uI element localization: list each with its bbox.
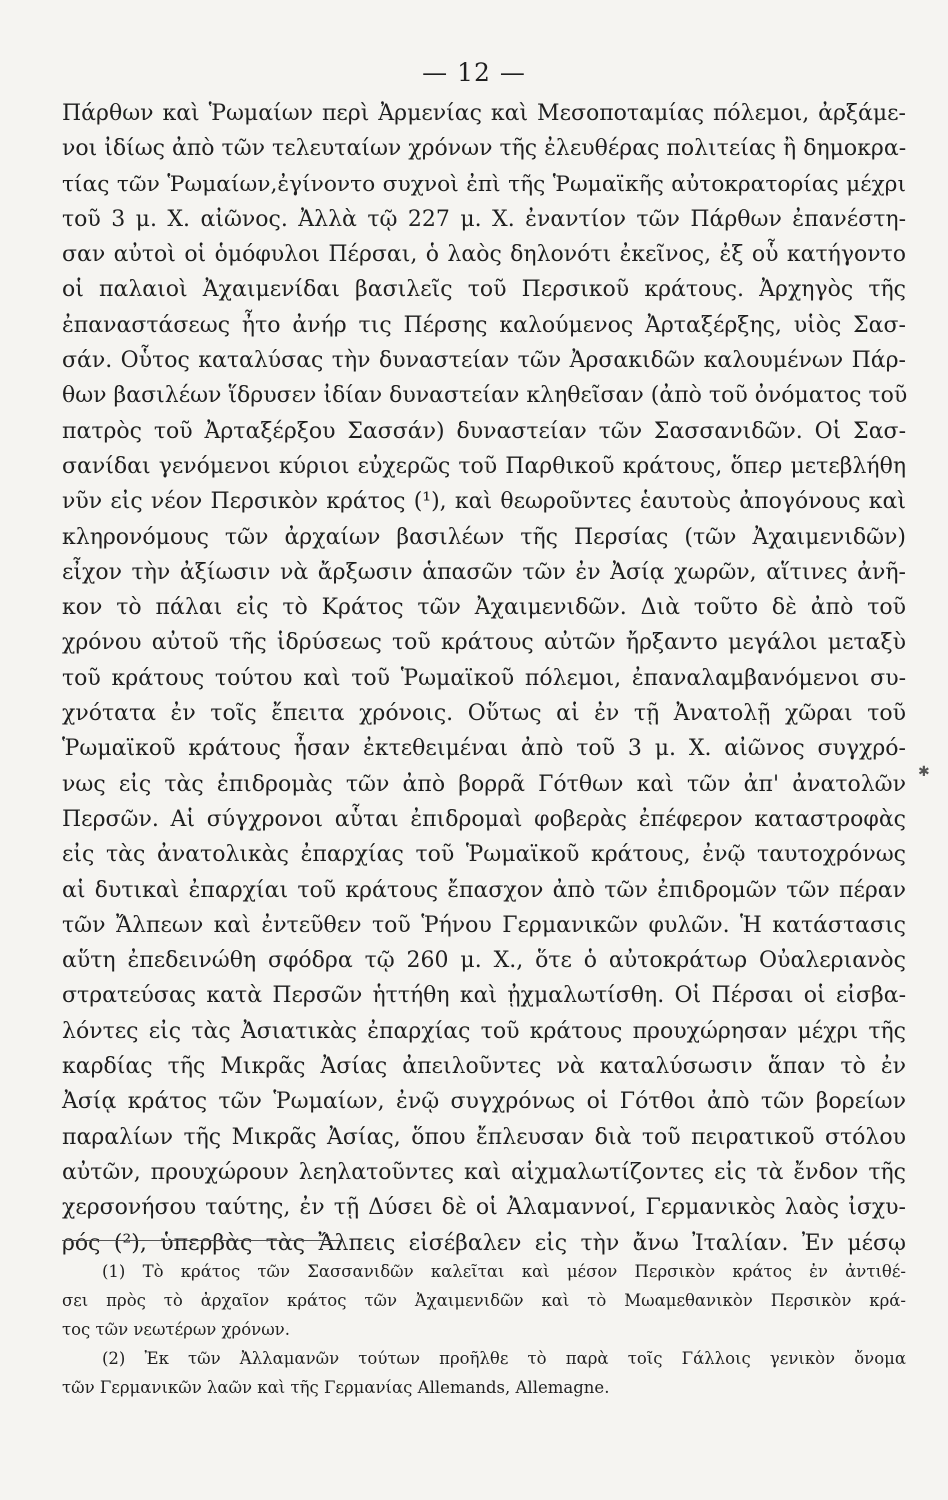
text-line: νῦν εἰς νέον Περσικὸν κράτος (¹), καὶ θεωροῦντες ἑαυτοὺς ἀπογόνους καὶ: [62, 489, 906, 515]
text-line: αὕτη ἐπεδεινώθη σφόδρα τῷ 260 μ. Χ., ὅτε ὁ αὐτοκράτωρ Οὐαλεριανὸς: [62, 948, 906, 974]
text-line: εἶχον τὴν ἀξίωσιν νὰ ἄρξωσιν ἁπασῶν τῶν ἐν Ἀσίᾳ χωρῶν, αἵτινες ἀνῆ-: [62, 559, 906, 585]
footnote-line: (2) Ἐκ τῶν Ἀλλαμανῶν τούτων προῆλθε τὸ παρὰ τοῖς Γάλλοις γενικὸν ὄνομα: [102, 1349, 906, 1368]
main-text: [62, 96, 906, 1261]
footnote-line: σει πρὸς τὸ ἀρχαῖον κράτος τῶν Ἀχαιμενιδῶν καὶ τὸ Μωαμεθανικὸν Περσικὸν κρά-: [62, 1291, 906, 1310]
footnote-line: τῶν Γερμανικῶν λαῶν καὶ τῆς Γερμανίας Allemands, Allemagne.: [62, 1378, 610, 1397]
footnote-line: (1) Τὸ κράτος τῶν Σασσανιδῶν καλεῖται καὶ μέσον Περσικὸν κράτος ἐν ἀντιθέ-: [102, 1262, 906, 1281]
text-line: ρός (²), ὑπερβὰς τὰς Ἄλπεις εἰσέβαλεν εἰς τὴν ἄνω Ἰταλίαν. Ἐν μέσῳ: [62, 1230, 906, 1256]
text-line: τοῦ κράτους τούτου καὶ τοῦ Ῥωμαϊκοῦ πόλεμοι, ἐπαναλαμβανόμενοι συ-: [62, 665, 906, 691]
text-line: ἐπαναστάσεως ἦτο ἀνήρ τις Πέρσης καλούμενος Ἀρταξέρξης, υἱὸς Σασ-: [62, 312, 906, 338]
text-line: στρατεύσας κατὰ Περσῶν ἡττήθη καὶ ᾐχμαλωτίσθη. Οἱ Πέρσαι οἱ εἰσβα-: [62, 983, 906, 1009]
text-line: τίας τῶν Ῥωμαίων,ἐγίνοντο συχνοὶ ἐπὶ τῆς Ῥωμαϊκῆς αὐτοκρατορίας μέχρι: [62, 171, 906, 197]
text-line: τῶν Ἄλπεων καὶ ἐντεῦθεν τοῦ Ῥήνου Γερμανικῶν φυλῶν. Ἡ κατάστασις: [62, 912, 906, 938]
text-line: πατρὸς τοῦ Ἀρταξέρξου Σασσάν) δυναστείαν τῶν Σασσανιδῶν. Οἱ Σασ-: [62, 418, 906, 444]
text-line: αὐτῶν, προυχώρουν λεηλατοῦντες καὶ αἰχμαλωτίζοντες εἰς τὰ ἔνδον τῆς: [62, 1159, 906, 1185]
text-line: χερσονήσου ταύτης, ἐν τῇ Δύσει δὲ οἱ Ἀλαμαννοί, Γερμανικὸς λαὸς ἰσχυ-: [62, 1195, 906, 1221]
text-line: Ῥωμαϊκοῦ κράτους ἦσαν ἐκτεθειμέναι ἀπὸ τοῦ 3 μ. Χ. αἰῶνος συγχρό-: [62, 736, 906, 762]
text-line: λόντες εἰς τὰς Ἀσιατικὰς ἐπαρχίας τοῦ κράτους προυχώρησαν μέχρι τῆς: [62, 1018, 906, 1044]
margin-mark-icon: ✱: [918, 764, 930, 780]
text-line: νως εἰς τὰς ἐπιδρομὰς τῶν ἀπὸ βορρᾶ Γότθων καὶ τῶν ἀπ' ἀνατολῶν: [62, 771, 906, 797]
text-line: θων βασιλέων ἵδρυσεν ἰδίαν δυναστείαν κληθεῖσαν (ἀπὸ τοῦ ὀνόματος τοῦ: [62, 383, 908, 409]
text-line: χνότατα ἐν τοῖς ἔπειτα χρόνοις. Οὕτως αἱ ἐν τῇ Ἀνατολῇ χῶραι τοῦ: [62, 701, 906, 727]
text-line: κληρονόμους τῶν ἀρχαίων βασιλέων τῆς Περσίας (τῶν Ἀχαιμενιδῶν): [62, 524, 906, 550]
text-line: εἰς τὰς ἀνατολικὰς ἐπαρχίας τοῦ Ῥωμαϊκοῦ κράτους, ἐνῷ ταυτοχρόνως: [62, 842, 906, 868]
footnote-divider: [62, 1240, 342, 1241]
footnotes: [62, 1257, 906, 1402]
text-line: χρόνου αὐτοῦ τῆς ἱδρύσεως τοῦ κράτους αὐτῶν ἤρξαντο μεγάλοι μεταξὺ: [62, 630, 906, 656]
page-number: — 12 —: [422, 58, 526, 87]
text-line: παραλίων τῆς Μικρᾶς Ἀσίας, ὅπου ἔπλευσαν διὰ τοῦ πειρατικοῦ στόλου: [62, 1124, 906, 1150]
text-line: σάν. Οὗτος καταλύσας τὴν δυναστείαν τῶν Ἀρσακιδῶν καλουμένων Πάρ-: [62, 348, 906, 374]
text-line: Πάρθων καὶ Ῥωμαίων περὶ Ἀρμενίας καὶ Μεσοποταμίας πόλεμοι, ἀρξάμε-: [62, 101, 906, 126]
text-line: καρδίας τῆς Μικρᾶς Ἀσίας ἀπειλοῦντες νὰ καταλύσωσιν ἅπαν τὸ ἐν: [62, 1054, 906, 1080]
footnote-line: τος τῶν νεωτέρων χρόνων.: [62, 1320, 290, 1339]
text-line: Περσῶν. Αἱ σύγχρονοι αὗται ἐπιδρομαὶ φοβερὰς ἐπέφερον καταστροφὰς: [62, 806, 906, 832]
text-line: σανίδαι γενόμενοι κύριοι εὐχερῶς τοῦ Παρθικοῦ κράτους, ὅπερ μετεβλήθη: [62, 453, 906, 479]
text-line: Ἀσίᾳ κράτος τῶν Ῥωμαίων, ἐνῷ συγχρόνως οἱ Γότθοι ἀπὸ τῶν βορείων: [62, 1089, 906, 1115]
text-line: αἱ δυτικαὶ ἐπαρχίαι τοῦ κράτους ἔπασχον ἀπὸ τῶν ἐπιδρομῶν τῶν πέραν: [62, 877, 906, 903]
text-line: νοι ἰδίως ἀπὸ τῶν τελευταίων χρόνων τῆς ἐλευθέρας πολιτείας ἢ δημοκρα-: [62, 136, 907, 162]
text-line: κον τὸ πάλαι εἰς τὸ Κράτος τῶν Ἀχαιμενιδῶν. Διὰ τοῦτο δὲ ἀπὸ τοῦ: [62, 595, 906, 621]
text-line: τοῦ 3 μ. Χ. αἰῶνος. Ἀλλὰ τῷ 227 μ. Χ. ἐναντίον τῶν Πάρθων ἐπανέστη-: [62, 206, 906, 232]
text-line: οἱ παλαιοὶ Ἀχαιμενίδαι βασιλεῖς τοῦ Περσικοῦ κράτους. Ἀρχηγὸς τῆς: [62, 277, 906, 303]
text-line: σαν αὐτοὶ οἱ ὁμόφυλοι Πέρσαι, ὁ λαὸς δηλονότι ἐκεῖνος, ἐξ οὗ κατήγοντο: [62, 242, 906, 268]
